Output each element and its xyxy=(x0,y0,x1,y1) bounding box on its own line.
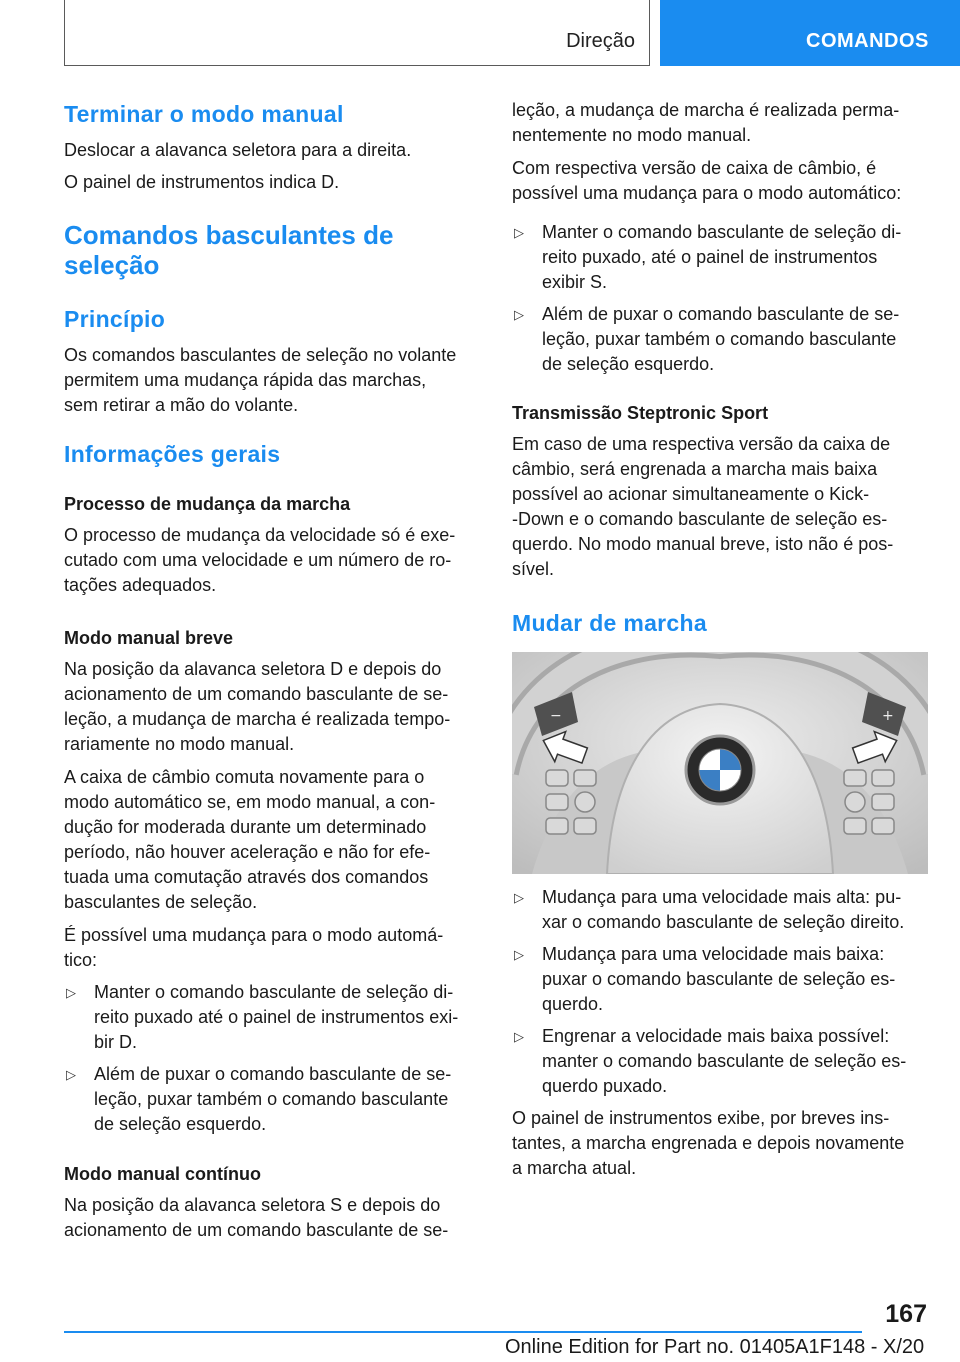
list-item-line: Mudança para uma velocidade mais baixa: xyxy=(542,944,885,964)
list-item-line: Mudança para uma velocidade mais alta: pu- xyxy=(542,887,902,907)
list-item-line: Engrenar a velocidade mais baixa possível: xyxy=(542,1026,890,1046)
text-line: Na posição da alavanca seletora S e depois do xyxy=(64,1195,441,1215)
chapter-tab[interactable] xyxy=(660,0,960,66)
plus-label: + xyxy=(882,708,894,724)
subsection-heading: Transmissão Steptronic Sport xyxy=(512,403,769,423)
section-heading: Informações gerais xyxy=(64,441,281,467)
text-line: sem retirar a mão do volante. xyxy=(64,395,299,415)
list-item-line: Além de puxar o comando basculante de se- xyxy=(542,304,900,324)
list-item-line: Além de puxar o comando basculante de se- xyxy=(94,1064,452,1084)
text-line: querdo. No modo manual breve, isto não é pos- xyxy=(512,534,894,554)
section-heading: Mudar de marcha xyxy=(512,610,707,636)
list-item xyxy=(64,980,480,1055)
footer-edition: Online Edition for Part no. 01405A1F148 - X/20 xyxy=(505,1336,925,1358)
text-line: câmbio, será engrenada a marcha mais baixa xyxy=(512,459,878,479)
minus-label: − xyxy=(550,708,562,724)
text-line: leção, a mudança de marcha é realizada tempo- xyxy=(64,709,451,729)
text-line: -Down e o comando basculante de seleção es- xyxy=(512,509,888,529)
bullet-triangle-icon: ▷ xyxy=(66,985,76,1000)
text-line: tantes, a marcha engrenada e depois novamente xyxy=(512,1133,905,1153)
list-item-line: leção, puxar também o comando basculante xyxy=(94,1089,449,1109)
page-number: 167 xyxy=(885,1300,927,1328)
text-line: tuada uma comutação através dos comandos xyxy=(64,867,429,887)
paragraph xyxy=(512,156,928,206)
list-item-line: querdo. xyxy=(542,994,604,1014)
bullet-triangle-icon: ▷ xyxy=(514,890,524,905)
chapter-title: COMANDOS xyxy=(806,30,929,52)
text-line: nentemente no modo manual. xyxy=(512,125,752,145)
list-item xyxy=(512,220,928,295)
text-line: Deslocar a alavanca seletora para a direita. xyxy=(64,140,412,160)
steering-wheel-figure xyxy=(512,652,928,874)
text-line: basculantes de seleção. xyxy=(64,892,258,912)
text-line: O painel de instrumentos exibe, por breves ins- xyxy=(512,1108,890,1128)
bullet-triangle-icon: ▷ xyxy=(514,1029,524,1044)
text-line: seleção xyxy=(64,250,160,280)
text-line: sível. xyxy=(512,559,555,579)
paragraph xyxy=(64,170,480,195)
text-line: acionamento de um comando basculante de se- xyxy=(64,1220,449,1240)
paragraph xyxy=(64,657,480,757)
bullet-triangle-icon: ▷ xyxy=(514,307,524,322)
text-line: É possível uma mudança para o modo automá- xyxy=(64,925,444,945)
text-line: possível uma mudança para o modo automático: xyxy=(512,183,902,203)
list-item-line: reito puxado, até o painel de instrumentos xyxy=(542,247,878,267)
text-line: tico: xyxy=(64,950,98,970)
list-item-line: de seleção esquerdo. xyxy=(94,1114,267,1134)
text-line: possível ao acionar simultaneamente o Kick- xyxy=(512,484,870,504)
text-line: a marcha atual. xyxy=(512,1158,637,1178)
subsection-heading: Modo manual contínuo xyxy=(64,1164,261,1184)
text-line: O processo de mudança da velocidade só é exe- xyxy=(64,525,456,545)
text-line: período, não houver aceleração e não for efe- xyxy=(64,842,431,862)
bullet-triangle-icon: ▷ xyxy=(66,1067,76,1082)
list-item-line: querdo puxado. xyxy=(542,1076,668,1096)
list-item-line: manter o comando basculante de seleção es- xyxy=(542,1051,907,1071)
text-line: dução for moderada durante um determinado xyxy=(64,817,427,837)
text-line: modo automático se, em modo manual, a con- xyxy=(64,792,436,812)
subsection-heading: Processo de mudança da marcha xyxy=(64,494,351,514)
list-item-line: bir D. xyxy=(94,1032,138,1052)
text-line: Em caso de uma respectiva versão da caixa de xyxy=(512,434,891,454)
header-section-box xyxy=(64,0,650,66)
chapter-heading xyxy=(64,220,480,280)
list-item-line: xar o comando basculante de seleção direito. xyxy=(542,912,905,932)
list-item xyxy=(512,1024,928,1099)
bmw-logo-icon xyxy=(686,736,754,804)
text-line: Comandos basculantes de xyxy=(64,220,394,250)
list-item xyxy=(512,302,928,377)
text-line: Na posição da alavanca seletora D e depois do xyxy=(64,659,442,679)
list-item-line: exibir S. xyxy=(542,272,608,292)
text-line: O painel de instrumentos indica D. xyxy=(64,172,340,192)
bullet-triangle-icon: ▷ xyxy=(514,947,524,962)
text-line: acionamento de um comando basculante de se- xyxy=(64,684,449,704)
text-line: Os comandos basculantes de seleção no volante xyxy=(64,345,457,365)
steering-wheel-image xyxy=(512,652,928,874)
footer-rule xyxy=(64,1331,862,1333)
text-line: rariamente no modo manual. xyxy=(64,734,295,754)
paragraph xyxy=(512,432,928,582)
list-item xyxy=(512,885,928,935)
list-item-line: Manter o comando basculante de seleção di- xyxy=(94,982,454,1002)
list-item-line: leção, puxar também o comando basculante xyxy=(542,329,897,349)
text-line: tações adequados. xyxy=(64,575,217,595)
text-line: A caixa de câmbio comuta novamente para o xyxy=(64,767,425,787)
paragraph xyxy=(512,1106,928,1181)
paragraph xyxy=(64,923,480,973)
bullet-triangle-icon: ▷ xyxy=(514,225,524,240)
list-item-line: Manter o comando basculante de seleção di- xyxy=(542,222,902,242)
text-line: permitem uma mudança rápida das marchas, xyxy=(64,370,427,390)
section-heading: Princípio xyxy=(64,306,166,332)
paragraph xyxy=(64,1193,480,1243)
paragraph xyxy=(64,765,480,915)
paragraph xyxy=(64,138,480,163)
list-item-line: reito puxado até o painel de instrumentos exi- xyxy=(94,1007,459,1027)
text-line: cutado com uma velocidade e um número de ro- xyxy=(64,550,452,570)
section-title: Direção xyxy=(566,30,635,52)
text-line: Com respectiva versão de caixa de câmbio, é xyxy=(512,158,877,178)
list-item xyxy=(64,1062,480,1137)
right-column xyxy=(512,98,928,1298)
list-item-line: de seleção esquerdo. xyxy=(542,354,715,374)
list-item-line: puxar o comando basculante de seleção es- xyxy=(542,969,896,989)
section-heading: Terminar o modo manual xyxy=(64,101,344,127)
subsection-heading: Modo manual breve xyxy=(64,628,234,648)
paragraph xyxy=(512,98,928,148)
paragraph xyxy=(64,523,480,598)
left-column xyxy=(64,100,480,1300)
paragraph xyxy=(64,343,480,418)
text-line: leção, a mudança de marcha é realizada perma- xyxy=(512,100,900,120)
list-item xyxy=(512,942,928,1017)
